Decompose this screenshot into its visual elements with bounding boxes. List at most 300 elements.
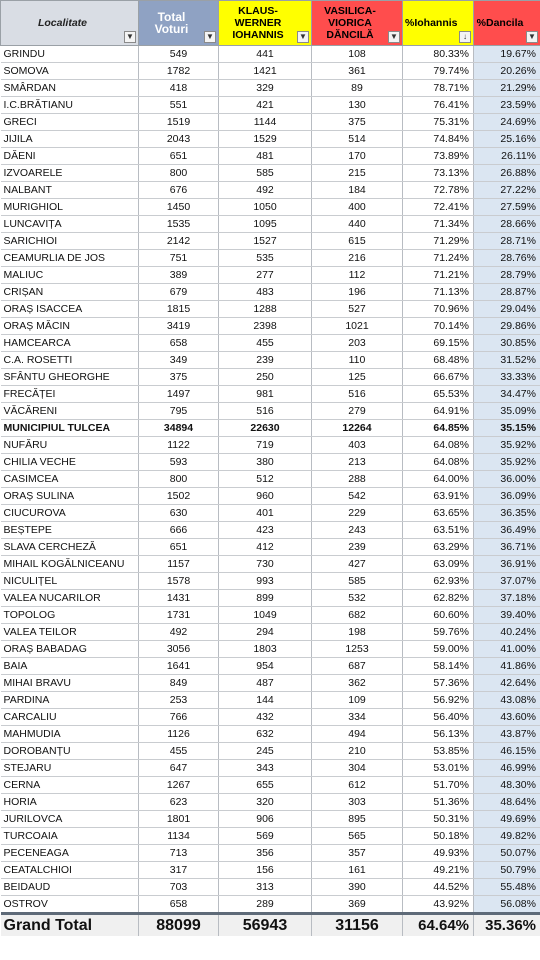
- cell-votes-dancila[interactable]: 361: [312, 63, 403, 80]
- cell-pct-iohannis[interactable]: 79.74%: [403, 63, 474, 80]
- cell-locality[interactable]: MAHMUDIA: [1, 726, 139, 743]
- cell-votes-dancila[interactable]: 615: [312, 233, 403, 250]
- grand-total-iohannis[interactable]: 56943: [219, 914, 312, 937]
- cell-votes-iohannis[interactable]: 22630: [219, 420, 312, 437]
- cell-locality[interactable]: TOPOLOG: [1, 607, 139, 624]
- cell-total-votes[interactable]: 703: [139, 879, 219, 896]
- cell-pct-iohannis[interactable]: 64.08%: [403, 437, 474, 454]
- cell-total-votes[interactable]: 676: [139, 182, 219, 199]
- cell-pct-dancila[interactable]: 49.69%: [474, 811, 540, 828]
- cell-total-votes[interactable]: 375: [139, 369, 219, 386]
- cell-votes-dancila[interactable]: 210: [312, 743, 403, 760]
- cell-pct-dancila[interactable]: 46.15%: [474, 743, 540, 760]
- cell-locality[interactable]: NICULIȚEL: [1, 573, 139, 590]
- cell-pct-dancila[interactable]: 34.47%: [474, 386, 540, 403]
- cell-pct-dancila[interactable]: 41.00%: [474, 641, 540, 658]
- cell-votes-dancila[interactable]: 239: [312, 539, 403, 556]
- cell-votes-dancila[interactable]: 565: [312, 828, 403, 845]
- cell-total-votes[interactable]: 34894: [139, 420, 219, 437]
- cell-total-votes[interactable]: 349: [139, 352, 219, 369]
- cell-pct-iohannis[interactable]: 71.34%: [403, 216, 474, 233]
- cell-votes-dancila[interactable]: 895: [312, 811, 403, 828]
- cell-pct-dancila[interactable]: 28.87%: [474, 284, 540, 301]
- cell-pct-dancila[interactable]: 43.08%: [474, 692, 540, 709]
- cell-votes-dancila[interactable]: 243: [312, 522, 403, 539]
- cell-pct-dancila[interactable]: 29.86%: [474, 318, 540, 335]
- cell-locality[interactable]: MUNICIPIUL TULCEA: [1, 420, 139, 437]
- cell-votes-iohannis[interactable]: 655: [219, 777, 312, 794]
- cell-total-votes[interactable]: 1731: [139, 607, 219, 624]
- cell-votes-iohannis[interactable]: 401: [219, 505, 312, 522]
- cell-locality[interactable]: IZVOARELE: [1, 165, 139, 182]
- cell-pct-iohannis[interactable]: 71.29%: [403, 233, 474, 250]
- cell-total-votes[interactable]: 1782: [139, 63, 219, 80]
- cell-votes-dancila[interactable]: 216: [312, 250, 403, 267]
- cell-total-votes[interactable]: 795: [139, 403, 219, 420]
- cell-votes-dancila[interactable]: 198: [312, 624, 403, 641]
- cell-votes-iohannis[interactable]: 329: [219, 80, 312, 97]
- cell-votes-iohannis[interactable]: 277: [219, 267, 312, 284]
- cell-pct-dancila[interactable]: 37.18%: [474, 590, 540, 607]
- cell-locality[interactable]: CRIȘAN: [1, 284, 139, 301]
- cell-pct-dancila[interactable]: 26.88%: [474, 165, 540, 182]
- cell-votes-dancila[interactable]: 12264: [312, 420, 403, 437]
- cell-pct-dancila[interactable]: 37.07%: [474, 573, 540, 590]
- cell-pct-iohannis[interactable]: 71.24%: [403, 250, 474, 267]
- cell-pct-dancila[interactable]: 28.76%: [474, 250, 540, 267]
- cell-locality[interactable]: GRINDU: [1, 46, 139, 63]
- cell-votes-dancila[interactable]: 369: [312, 896, 403, 914]
- cell-votes-iohannis[interactable]: 421: [219, 97, 312, 114]
- cell-votes-iohannis[interactable]: 455: [219, 335, 312, 352]
- cell-votes-iohannis[interactable]: 313: [219, 879, 312, 896]
- cell-pct-dancila[interactable]: 50.79%: [474, 862, 540, 879]
- cell-votes-dancila[interactable]: 687: [312, 658, 403, 675]
- cell-locality[interactable]: NUFĂRU: [1, 437, 139, 454]
- cell-locality[interactable]: CERNA: [1, 777, 139, 794]
- cell-votes-iohannis[interactable]: 432: [219, 709, 312, 726]
- cell-pct-iohannis[interactable]: 71.21%: [403, 267, 474, 284]
- cell-locality[interactable]: CEATALCHIOI: [1, 862, 139, 879]
- cell-votes-iohannis[interactable]: 380: [219, 454, 312, 471]
- cell-locality[interactable]: ORAȘ BABADAG: [1, 641, 139, 658]
- cell-total-votes[interactable]: 630: [139, 505, 219, 522]
- cell-locality[interactable]: SMÂRDAN: [1, 80, 139, 97]
- cell-votes-dancila[interactable]: 390: [312, 879, 403, 896]
- grand-total-pct-dancila[interactable]: 35.36%: [474, 914, 540, 937]
- cell-votes-dancila[interactable]: 229: [312, 505, 403, 522]
- cell-votes-iohannis[interactable]: 954: [219, 658, 312, 675]
- cell-votes-iohannis[interactable]: 1529: [219, 131, 312, 148]
- cell-pct-iohannis[interactable]: 75.31%: [403, 114, 474, 131]
- cell-votes-iohannis[interactable]: 899: [219, 590, 312, 607]
- cell-locality[interactable]: MIHAI BRAVU: [1, 675, 139, 692]
- cell-pct-iohannis[interactable]: 66.67%: [403, 369, 474, 386]
- cell-votes-iohannis[interactable]: 245: [219, 743, 312, 760]
- cell-pct-dancila[interactable]: 28.79%: [474, 267, 540, 284]
- cell-pct-dancila[interactable]: 36.49%: [474, 522, 540, 539]
- cell-pct-dancila[interactable]: 56.08%: [474, 896, 540, 914]
- cell-votes-iohannis[interactable]: 1049: [219, 607, 312, 624]
- cell-locality[interactable]: SFÂNTU GHEORGHE: [1, 369, 139, 386]
- cell-votes-iohannis[interactable]: 906: [219, 811, 312, 828]
- cell-total-votes[interactable]: 1134: [139, 828, 219, 845]
- cell-locality[interactable]: PECENEAGA: [1, 845, 139, 862]
- cell-pct-dancila[interactable]: 49.82%: [474, 828, 540, 845]
- cell-pct-iohannis[interactable]: 49.21%: [403, 862, 474, 879]
- cell-pct-iohannis[interactable]: 74.84%: [403, 131, 474, 148]
- cell-locality[interactable]: SOMOVA: [1, 63, 139, 80]
- cell-total-votes[interactable]: 1519: [139, 114, 219, 131]
- cell-pct-dancila[interactable]: 28.71%: [474, 233, 540, 250]
- cell-votes-dancila[interactable]: 170: [312, 148, 403, 165]
- column-header-iohannis[interactable]: [219, 1, 312, 46]
- cell-total-votes[interactable]: 658: [139, 896, 219, 914]
- cell-votes-iohannis[interactable]: 481: [219, 148, 312, 165]
- cell-locality[interactable]: PARDINA: [1, 692, 139, 709]
- cell-votes-iohannis[interactable]: 1144: [219, 114, 312, 131]
- cell-pct-iohannis[interactable]: 60.60%: [403, 607, 474, 624]
- cell-locality[interactable]: CEAMURLIA DE JOS: [1, 250, 139, 267]
- cell-votes-dancila[interactable]: 110: [312, 352, 403, 369]
- cell-pct-iohannis[interactable]: 57.36%: [403, 675, 474, 692]
- cell-votes-dancila[interactable]: 125: [312, 369, 403, 386]
- cell-votes-iohannis[interactable]: 569: [219, 828, 312, 845]
- cell-total-votes[interactable]: 3419: [139, 318, 219, 335]
- cell-locality[interactable]: I.C.BRĂTIANU: [1, 97, 139, 114]
- cell-votes-iohannis[interactable]: 960: [219, 488, 312, 505]
- cell-pct-dancila[interactable]: 40.24%: [474, 624, 540, 641]
- cell-locality[interactable]: LUNCAVIȚA: [1, 216, 139, 233]
- cell-pct-iohannis[interactable]: 70.14%: [403, 318, 474, 335]
- cell-total-votes[interactable]: 751: [139, 250, 219, 267]
- cell-total-votes[interactable]: 1157: [139, 556, 219, 573]
- cell-locality[interactable]: ORAȘ MĂCIN: [1, 318, 139, 335]
- cell-votes-iohannis[interactable]: 441: [219, 46, 312, 63]
- cell-locality[interactable]: BEȘTEPE: [1, 522, 139, 539]
- cell-pct-dancila[interactable]: 36.09%: [474, 488, 540, 505]
- cell-votes-iohannis[interactable]: 1095: [219, 216, 312, 233]
- cell-votes-iohannis[interactable]: 2398: [219, 318, 312, 335]
- column-header-dancila[interactable]: [312, 1, 403, 46]
- cell-locality[interactable]: ORAȘ ISACCEA: [1, 301, 139, 318]
- cell-votes-dancila[interactable]: 542: [312, 488, 403, 505]
- cell-pct-iohannis[interactable]: 64.91%: [403, 403, 474, 420]
- cell-pct-dancila[interactable]: 30.85%: [474, 335, 540, 352]
- cell-pct-iohannis[interactable]: 62.82%: [403, 590, 474, 607]
- cell-pct-dancila[interactable]: 25.16%: [474, 131, 540, 148]
- cell-pct-dancila[interactable]: 27.59%: [474, 199, 540, 216]
- cell-pct-iohannis[interactable]: 69.15%: [403, 335, 474, 352]
- cell-total-votes[interactable]: 658: [139, 335, 219, 352]
- cell-pct-dancila[interactable]: 23.59%: [474, 97, 540, 114]
- cell-votes-dancila[interactable]: 1021: [312, 318, 403, 335]
- cell-pct-iohannis[interactable]: 71.13%: [403, 284, 474, 301]
- cell-pct-iohannis[interactable]: 72.41%: [403, 199, 474, 216]
- cell-votes-dancila[interactable]: 215: [312, 165, 403, 182]
- cell-pct-iohannis[interactable]: 70.96%: [403, 301, 474, 318]
- cell-votes-dancila[interactable]: 612: [312, 777, 403, 794]
- cell-votes-iohannis[interactable]: 320: [219, 794, 312, 811]
- cell-total-votes[interactable]: 1578: [139, 573, 219, 590]
- cell-votes-dancila[interactable]: 682: [312, 607, 403, 624]
- cell-votes-dancila[interactable]: 161: [312, 862, 403, 879]
- filter-dropdown-icon[interactable]: ▼: [297, 31, 309, 43]
- cell-pct-dancila[interactable]: 33.33%: [474, 369, 540, 386]
- cell-locality[interactable]: MIHAIL KOGĂLNICEANU: [1, 556, 139, 573]
- cell-votes-dancila[interactable]: 400: [312, 199, 403, 216]
- cell-total-votes[interactable]: 551: [139, 97, 219, 114]
- cell-votes-dancila[interactable]: 1253: [312, 641, 403, 658]
- cell-votes-iohannis[interactable]: 993: [219, 573, 312, 590]
- cell-pct-iohannis[interactable]: 68.48%: [403, 352, 474, 369]
- cell-pct-dancila[interactable]: 35.09%: [474, 403, 540, 420]
- cell-locality[interactable]: DĂENI: [1, 148, 139, 165]
- cell-total-votes[interactable]: 623: [139, 794, 219, 811]
- cell-votes-iohannis[interactable]: 412: [219, 539, 312, 556]
- cell-pct-dancila[interactable]: 35.92%: [474, 454, 540, 471]
- cell-pct-dancila[interactable]: 39.40%: [474, 607, 540, 624]
- column-header-pct-iohannis[interactable]: [403, 1, 474, 46]
- cell-votes-dancila[interactable]: 585: [312, 573, 403, 590]
- cell-locality[interactable]: HORIA: [1, 794, 139, 811]
- cell-total-votes[interactable]: 1497: [139, 386, 219, 403]
- cell-pct-iohannis[interactable]: 56.40%: [403, 709, 474, 726]
- cell-pct-dancila[interactable]: 28.66%: [474, 216, 540, 233]
- cell-pct-iohannis[interactable]: 59.00%: [403, 641, 474, 658]
- cell-locality[interactable]: TURCOAIA: [1, 828, 139, 845]
- cell-pct-iohannis[interactable]: 63.29%: [403, 539, 474, 556]
- cell-votes-iohannis[interactable]: 535: [219, 250, 312, 267]
- cell-locality[interactable]: C.A. ROSETTI: [1, 352, 139, 369]
- cell-total-votes[interactable]: 2043: [139, 131, 219, 148]
- cell-votes-iohannis[interactable]: 516: [219, 403, 312, 420]
- cell-pct-dancila[interactable]: 36.91%: [474, 556, 540, 573]
- cell-votes-dancila[interactable]: 532: [312, 590, 403, 607]
- cell-pct-iohannis[interactable]: 51.36%: [403, 794, 474, 811]
- cell-pct-dancila[interactable]: 35.92%: [474, 437, 540, 454]
- filter-dropdown-icon[interactable]: ▼: [124, 31, 136, 43]
- cell-pct-iohannis[interactable]: 76.41%: [403, 97, 474, 114]
- cell-votes-dancila[interactable]: 279: [312, 403, 403, 420]
- cell-locality[interactable]: OSTROV: [1, 896, 139, 914]
- cell-total-votes[interactable]: 1431: [139, 590, 219, 607]
- cell-pct-iohannis[interactable]: 53.01%: [403, 760, 474, 777]
- cell-pct-dancila[interactable]: 46.99%: [474, 760, 540, 777]
- cell-total-votes[interactable]: 666: [139, 522, 219, 539]
- cell-votes-dancila[interactable]: 427: [312, 556, 403, 573]
- cell-pct-iohannis[interactable]: 78.71%: [403, 80, 474, 97]
- cell-votes-iohannis[interactable]: 730: [219, 556, 312, 573]
- cell-votes-iohannis[interactable]: 483: [219, 284, 312, 301]
- cell-votes-dancila[interactable]: 514: [312, 131, 403, 148]
- cell-total-votes[interactable]: 418: [139, 80, 219, 97]
- cell-votes-iohannis[interactable]: 1527: [219, 233, 312, 250]
- cell-votes-dancila[interactable]: 112: [312, 267, 403, 284]
- cell-pct-iohannis[interactable]: 72.78%: [403, 182, 474, 199]
- cell-votes-dancila[interactable]: 403: [312, 437, 403, 454]
- cell-total-votes[interactable]: 549: [139, 46, 219, 63]
- cell-locality[interactable]: SLAVA CERCHEZĂ: [1, 539, 139, 556]
- grand-total-pct-iohannis[interactable]: 64.64%: [403, 914, 474, 937]
- cell-votes-dancila[interactable]: 334: [312, 709, 403, 726]
- cell-votes-dancila[interactable]: 362: [312, 675, 403, 692]
- cell-votes-dancila[interactable]: 375: [312, 114, 403, 131]
- cell-pct-iohannis[interactable]: 44.52%: [403, 879, 474, 896]
- cell-pct-iohannis[interactable]: 56.92%: [403, 692, 474, 709]
- cell-votes-iohannis[interactable]: 1421: [219, 63, 312, 80]
- cell-total-votes[interactable]: 647: [139, 760, 219, 777]
- cell-total-votes[interactable]: 1535: [139, 216, 219, 233]
- cell-pct-iohannis[interactable]: 64.85%: [403, 420, 474, 437]
- cell-votes-iohannis[interactable]: 343: [219, 760, 312, 777]
- cell-locality[interactable]: JIJILA: [1, 131, 139, 148]
- cell-pct-dancila[interactable]: 55.48%: [474, 879, 540, 896]
- cell-votes-iohannis[interactable]: 144: [219, 692, 312, 709]
- cell-locality[interactable]: CIUCUROVA: [1, 505, 139, 522]
- cell-total-votes[interactable]: 593: [139, 454, 219, 471]
- cell-votes-dancila[interactable]: 213: [312, 454, 403, 471]
- cell-votes-dancila[interactable]: 196: [312, 284, 403, 301]
- cell-pct-iohannis[interactable]: 49.93%: [403, 845, 474, 862]
- cell-pct-iohannis[interactable]: 50.18%: [403, 828, 474, 845]
- cell-total-votes[interactable]: 1267: [139, 777, 219, 794]
- cell-pct-dancila[interactable]: 43.60%: [474, 709, 540, 726]
- cell-pct-dancila[interactable]: 41.86%: [474, 658, 540, 675]
- cell-votes-iohannis[interactable]: 1803: [219, 641, 312, 658]
- cell-votes-dancila[interactable]: 516: [312, 386, 403, 403]
- cell-pct-dancila[interactable]: 26.11%: [474, 148, 540, 165]
- filter-dropdown-icon[interactable]: ▼: [204, 31, 216, 43]
- cell-pct-iohannis[interactable]: 73.13%: [403, 165, 474, 182]
- cell-votes-iohannis[interactable]: 512: [219, 471, 312, 488]
- cell-locality[interactable]: VĂCĂRENI: [1, 403, 139, 420]
- cell-pct-dancila[interactable]: 27.22%: [474, 182, 540, 199]
- cell-votes-dancila[interactable]: 527: [312, 301, 403, 318]
- cell-pct-dancila[interactable]: 24.69%: [474, 114, 540, 131]
- grand-total-dancila[interactable]: 31156: [312, 914, 403, 937]
- cell-pct-iohannis[interactable]: 63.91%: [403, 488, 474, 505]
- cell-locality[interactable]: STEJARU: [1, 760, 139, 777]
- cell-total-votes[interactable]: 800: [139, 165, 219, 182]
- cell-pct-dancila[interactable]: 31.52%: [474, 352, 540, 369]
- cell-pct-iohannis[interactable]: 80.33%: [403, 46, 474, 63]
- cell-pct-dancila[interactable]: 48.64%: [474, 794, 540, 811]
- cell-votes-iohannis[interactable]: 294: [219, 624, 312, 641]
- cell-pct-dancila[interactable]: 36.00%: [474, 471, 540, 488]
- cell-votes-iohannis[interactable]: 289: [219, 896, 312, 914]
- cell-locality[interactable]: NALBANT: [1, 182, 139, 199]
- cell-pct-iohannis[interactable]: 56.13%: [403, 726, 474, 743]
- cell-votes-iohannis[interactable]: 487: [219, 675, 312, 692]
- cell-total-votes[interactable]: 713: [139, 845, 219, 862]
- cell-votes-iohannis[interactable]: 356: [219, 845, 312, 862]
- cell-locality[interactable]: CASIMCEA: [1, 471, 139, 488]
- cell-total-votes[interactable]: 389: [139, 267, 219, 284]
- cell-votes-iohannis[interactable]: 981: [219, 386, 312, 403]
- grand-total-label[interactable]: Grand Total: [1, 914, 139, 937]
- cell-total-votes[interactable]: 651: [139, 148, 219, 165]
- cell-pct-dancila[interactable]: 36.35%: [474, 505, 540, 522]
- cell-total-votes[interactable]: 1801: [139, 811, 219, 828]
- cell-votes-iohannis[interactable]: 492: [219, 182, 312, 199]
- cell-pct-dancila[interactable]: 43.87%: [474, 726, 540, 743]
- cell-locality[interactable]: ORAȘ SULINA: [1, 488, 139, 505]
- cell-votes-dancila[interactable]: 288: [312, 471, 403, 488]
- cell-locality[interactable]: JURILOVCA: [1, 811, 139, 828]
- cell-votes-dancila[interactable]: 89: [312, 80, 403, 97]
- cell-locality[interactable]: MURIGHIOL: [1, 199, 139, 216]
- cell-pct-iohannis[interactable]: 64.00%: [403, 471, 474, 488]
- cell-votes-dancila[interactable]: 357: [312, 845, 403, 862]
- cell-locality[interactable]: HAMCEARCA: [1, 335, 139, 352]
- column-header-pct-dancila[interactable]: [474, 1, 540, 46]
- cell-votes-dancila[interactable]: 108: [312, 46, 403, 63]
- cell-pct-iohannis[interactable]: 63.51%: [403, 522, 474, 539]
- cell-total-votes[interactable]: 1502: [139, 488, 219, 505]
- cell-pct-dancila[interactable]: 21.29%: [474, 80, 540, 97]
- cell-pct-dancila[interactable]: 42.64%: [474, 675, 540, 692]
- cell-pct-iohannis[interactable]: 62.93%: [403, 573, 474, 590]
- cell-total-votes[interactable]: 800: [139, 471, 219, 488]
- cell-locality[interactable]: FRECĂȚEI: [1, 386, 139, 403]
- cell-pct-dancila[interactable]: 19.67%: [474, 46, 540, 63]
- cell-pct-dancila[interactable]: 20.26%: [474, 63, 540, 80]
- cell-votes-dancila[interactable]: 303: [312, 794, 403, 811]
- cell-total-votes[interactable]: 849: [139, 675, 219, 692]
- cell-total-votes[interactable]: 2142: [139, 233, 219, 250]
- column-header-total[interactable]: [139, 1, 219, 46]
- cell-votes-iohannis[interactable]: 719: [219, 437, 312, 454]
- cell-votes-dancila[interactable]: 440: [312, 216, 403, 233]
- cell-locality[interactable]: VALEA NUCARILOR: [1, 590, 139, 607]
- cell-total-votes[interactable]: 253: [139, 692, 219, 709]
- cell-votes-dancila[interactable]: 184: [312, 182, 403, 199]
- cell-locality[interactable]: CHILIA VECHE: [1, 454, 139, 471]
- cell-total-votes[interactable]: 651: [139, 539, 219, 556]
- cell-total-votes[interactable]: 3056: [139, 641, 219, 658]
- cell-votes-dancila[interactable]: 203: [312, 335, 403, 352]
- cell-locality[interactable]: VALEA TEILOR: [1, 624, 139, 641]
- filter-dropdown-icon[interactable]: ▼: [526, 31, 538, 43]
- cell-pct-iohannis[interactable]: 50.31%: [403, 811, 474, 828]
- cell-pct-dancila[interactable]: 36.71%: [474, 539, 540, 556]
- cell-total-votes[interactable]: 1122: [139, 437, 219, 454]
- cell-pct-iohannis[interactable]: 64.08%: [403, 454, 474, 471]
- cell-pct-dancila[interactable]: 50.07%: [474, 845, 540, 862]
- cell-locality[interactable]: CARCALIU: [1, 709, 139, 726]
- cell-votes-iohannis[interactable]: 1050: [219, 199, 312, 216]
- cell-locality[interactable]: GRECI: [1, 114, 139, 131]
- cell-total-votes[interactable]: 1641: [139, 658, 219, 675]
- cell-pct-iohannis[interactable]: 65.53%: [403, 386, 474, 403]
- cell-votes-iohannis[interactable]: 632: [219, 726, 312, 743]
- cell-pct-iohannis[interactable]: 58.14%: [403, 658, 474, 675]
- cell-pct-iohannis[interactable]: 51.70%: [403, 777, 474, 794]
- cell-pct-iohannis[interactable]: 63.09%: [403, 556, 474, 573]
- cell-votes-dancila[interactable]: 494: [312, 726, 403, 743]
- cell-votes-iohannis[interactable]: 239: [219, 352, 312, 369]
- cell-locality[interactable]: SARICHIOI: [1, 233, 139, 250]
- cell-pct-dancila[interactable]: 48.30%: [474, 777, 540, 794]
- cell-total-votes[interactable]: 679: [139, 284, 219, 301]
- cell-locality[interactable]: BAIA: [1, 658, 139, 675]
- cell-pct-iohannis[interactable]: 73.89%: [403, 148, 474, 165]
- cell-votes-dancila[interactable]: 109: [312, 692, 403, 709]
- cell-total-votes[interactable]: 1450: [139, 199, 219, 216]
- cell-votes-iohannis[interactable]: 585: [219, 165, 312, 182]
- cell-pct-iohannis[interactable]: 53.85%: [403, 743, 474, 760]
